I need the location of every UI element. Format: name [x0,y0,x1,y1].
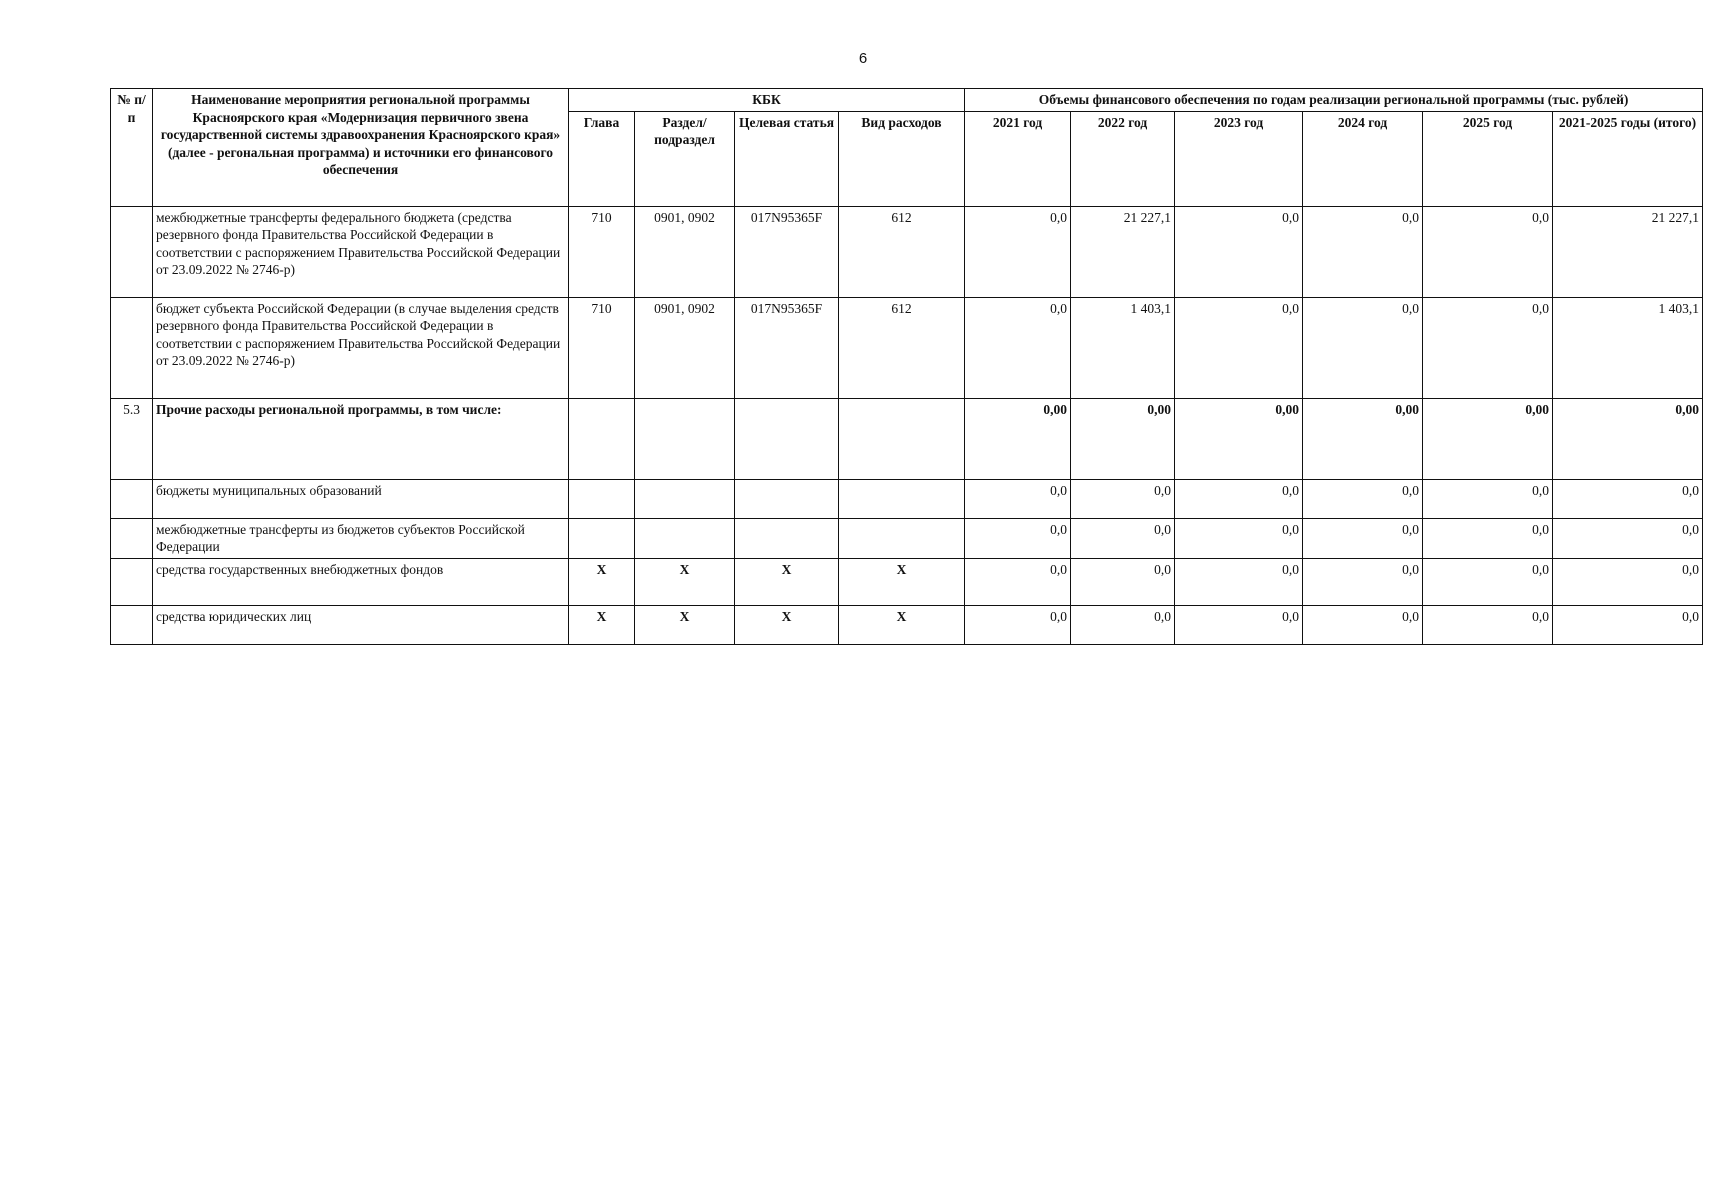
cell-glava: X [569,605,635,644]
cell-2023: 0,0 [1175,479,1303,518]
cell-celevaya [735,518,839,558]
cell-razdel [635,398,735,479]
header-glava: Глава [569,111,635,206]
cell-glava: 710 [569,297,635,398]
cell-vid [839,398,965,479]
cell-total: 21 227,1 [1553,206,1703,297]
table-header [111,89,1703,207]
cell-num [111,297,153,398]
cell-razdel: X [635,558,735,605]
table-row [111,558,1703,605]
cell-2021: 0,0 [965,558,1071,605]
cell-total: 1 403,1 [1553,297,1703,398]
cell-2025: 0,00 [1423,398,1553,479]
cell-total: 0,0 [1553,558,1703,605]
cell-celevaya: X [735,558,839,605]
cell-2022: 0,0 [1071,605,1175,644]
header-kbk: КБК [569,89,965,112]
cell-glava [569,398,635,479]
cell-celevaya: 017N95365F [735,297,839,398]
cell-2022: 0,0 [1071,479,1175,518]
header-name: Наименование мероприятия региональной программы Красноярского края «Модернизация первичного звена государственной системы здравоохранения Красноярского края» (далее - регональная программа) и источники его финансового обеспечения [153,89,569,207]
cell-celevaya [735,479,839,518]
cell-num [111,206,153,297]
table-row-section [111,398,1703,479]
cell-glava [569,479,635,518]
cell-2023: 0,0 [1175,605,1303,644]
cell-vid: X [839,558,965,605]
cell-celevaya: 017N95365F [735,206,839,297]
cell-total: 0,0 [1553,479,1703,518]
cell-glava [569,518,635,558]
cell-2021: 0,0 [965,518,1071,558]
table-row [111,206,1703,297]
cell-glava: 710 [569,206,635,297]
cell-2022: 0,0 [1071,518,1175,558]
page-number: 6 [858,50,868,67]
cell-2021: 0,0 [965,206,1071,297]
cell-vid: 612 [839,206,965,297]
cell-name: средства юридических лиц [153,605,569,644]
cell-2022: 0,0 [1071,558,1175,605]
cell-2024: 0,0 [1303,479,1423,518]
cell-name: межбюджетные трансферты из бюджетов субъектов Российской Федерации [153,518,569,558]
header-2022: 2022 год [1071,111,1175,206]
cell-2021: 0,00 [965,398,1071,479]
cell-vid: X [839,605,965,644]
cell-2025: 0,0 [1423,479,1553,518]
cell-vid [839,518,965,558]
header-num: № п/п [111,89,153,207]
cell-razdel: 0901, 0902 [635,206,735,297]
cell-glava: X [569,558,635,605]
table-row [111,297,1703,398]
cell-2023: 0,0 [1175,206,1303,297]
cell-total: 0,0 [1553,605,1703,644]
cell-2025: 0,0 [1423,206,1553,297]
cell-name: бюджеты муниципальных образований [153,479,569,518]
cell-2024: 0,0 [1303,518,1423,558]
cell-total: 0,00 [1553,398,1703,479]
header-volumes: Объемы финансового обеспечения по годам реализации региональной программы (тыс. рублей) [965,89,1703,112]
cell-2024: 0,0 [1303,206,1423,297]
cell-num [111,479,153,518]
cell-2021: 0,0 [965,479,1071,518]
table-row [111,518,1703,558]
header-2024: 2024 год [1303,111,1423,206]
cell-2022: 1 403,1 [1071,297,1175,398]
cell-name: средства государственных внебюджетных фондов [153,558,569,605]
cell-num [111,558,153,605]
cell-name: Прочие расходы региональной программы, в том числе: [153,398,569,479]
table-body [111,206,1703,644]
cell-celevaya [735,398,839,479]
table-row [111,479,1703,518]
header-total: 2021-2025 годы (итого) [1553,111,1703,206]
cell-razdel: 0901, 0902 [635,297,735,398]
cell-num [111,605,153,644]
cell-2025: 0,0 [1423,605,1553,644]
header-vid: Вид расходов [839,111,965,206]
cell-2024: 0,0 [1303,558,1423,605]
header-2021: 2021 год [965,111,1071,206]
cell-2024: 0,0 [1303,605,1423,644]
table-row [111,605,1703,644]
cell-razdel: X [635,605,735,644]
cell-num: 5.3 [111,398,153,479]
cell-vid [839,479,965,518]
cell-2024: 0,0 [1303,297,1423,398]
cell-razdel [635,518,735,558]
header-razdel: Раздел/ подраздел [635,111,735,206]
cell-2025: 0,0 [1423,518,1553,558]
cell-2023: 0,00 [1175,398,1303,479]
cell-2021: 0,0 [965,297,1071,398]
header-2025: 2025 год [1423,111,1553,206]
cell-2022: 0,00 [1071,398,1175,479]
cell-2022: 21 227,1 [1071,206,1175,297]
cell-total: 0,0 [1553,518,1703,558]
cell-vid: 612 [839,297,965,398]
header-2023: 2023 год [1175,111,1303,206]
cell-2025: 0,0 [1423,297,1553,398]
cell-celevaya: X [735,605,839,644]
cell-2023: 0,0 [1175,558,1303,605]
header-celevaya: Целевая статья [735,111,839,206]
cell-2024: 0,00 [1303,398,1423,479]
header-row-main [111,89,1703,112]
cell-name: межбюджетные трансферты федерального бюджета (средства резервного фонда Правительства Российской Федерации в соответствии с распоряжением Правительства Российской Федерации от 23.09.2022 № 2746-р) [153,206,569,297]
cell-2023: 0,0 [1175,518,1303,558]
cell-2023: 0,0 [1175,297,1303,398]
cell-razdel [635,479,735,518]
cell-name: бюджет субъекта Российской Федерации (в случае выделения средств резервного фонда Правительства Российской Федерации в соответствии с распоряжением Правительства Российской Федерации от 23.09.2022 № 2746-р) [153,297,569,398]
cell-num [111,518,153,558]
budget-table [110,88,1703,645]
cell-2021: 0,0 [965,605,1071,644]
cell-2025: 0,0 [1423,558,1553,605]
